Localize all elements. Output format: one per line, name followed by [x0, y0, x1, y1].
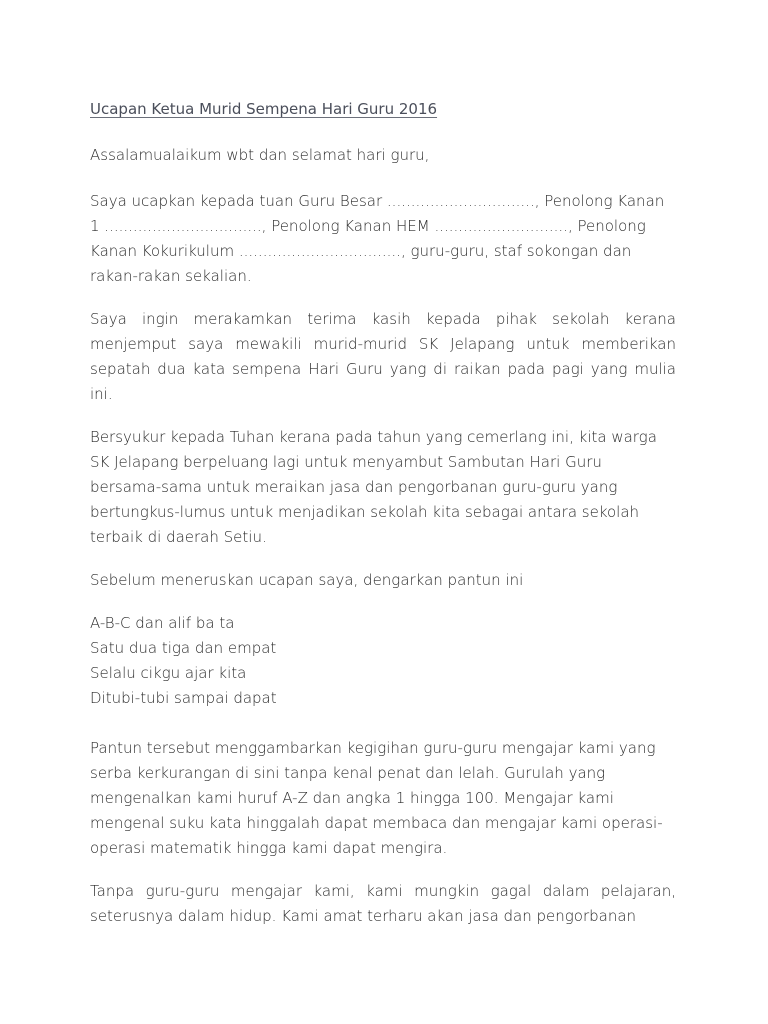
- closing-paragraph: Tanpa guru-guru mengajar kami, kami mungkin gagal dalam pelajaran, seterusnya dalam hidup. Kami amat terharu akan jasa dan pengorbanan: [90, 882, 676, 925]
- thanks-paragraph: Saya ingin merakamkan terima kasih kepada pihak sekolah kerana menjemput saya mewakili murid-murid SK Jelapang untuk memberikan sepatah dua kata sempena Hari Guru yang di raikan pada pagi yang mulia ini.: [90, 310, 676, 403]
- pantun-line: Ditubi-tubi sampai dapat: [90, 689, 277, 707]
- pantun-intro: Sebelum meneruskan ucapan saya, dengarkan pantun ini: [90, 571, 524, 589]
- greeting-text: Assalamualaikum wbt dan selamat hari guru,: [90, 146, 430, 164]
- pantun-meaning-paragraph: Pantun tersebut menggambarkan kegigihan guru-guru mengajar kami yang serba kerkurangan di sini tanpa kenal penat dan lelah. Gurulah yang mengenalkan kami huruf A-Z dan angka 1 hingga 100. Mengajar kami mengenal suku kata hinggalah dapat membaca dan mengajar kami operasi-operasi matematik hingga kami dapat mengira.: [90, 739, 663, 857]
- pantun-line: Satu dua tiga dan empat: [90, 639, 277, 657]
- pantun-line: A-B-C dan alif ba ta: [90, 614, 235, 632]
- salutation-paragraph: Saya ucapkan kepada tuan Guru Besar ..............................., Penolong Kanan 1 ................................., Penolong Kanan HEM ............................, Penolong Kanan Kokurikulum .................................., guru-guru, staf sokongan dan rakan-rakan sekalian.: [90, 192, 665, 285]
- pantun-line: Selalu cikgu ajar kita: [90, 664, 247, 682]
- document-content: [90, 97, 676, 947]
- document-title-link[interactable]: Ucapan Ketua Murid Sempena Hari Guru 2016: [90, 100, 438, 118]
- gratitude-paragraph: Bersyukur kepada Tuhan kerana pada tahun yang cemerlang ini, kita warga SK Jelapang berpeluang lagi untuk menyambut Sambutan Hari Guru bersama-sama untuk meraikan jasa dan pengorbanan guru-guru yang bertungkus-lumus untuk menjadikan sekolah kita sebagai antara sekolah terbaik di daerah Setiu.: [90, 428, 657, 546]
- pantun-verse: [90, 611, 676, 711]
